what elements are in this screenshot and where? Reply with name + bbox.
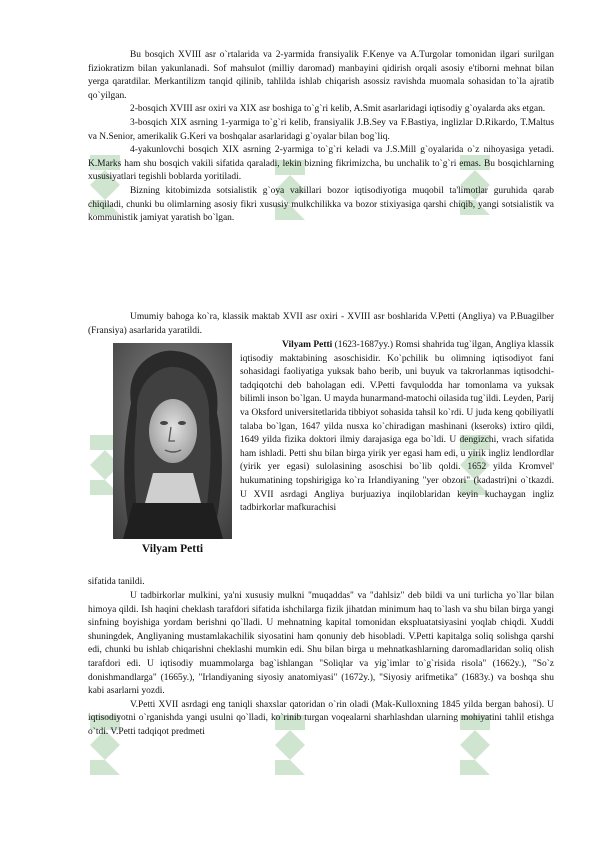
petti-biography	[240, 339, 554, 516]
intro-text-block	[88, 311, 554, 338]
top-text-block	[88, 49, 554, 226]
paragraph: Bu bosqich XVIII asr o`rtalarida va 2-yarmida fransiyalik F.Kenye va A.Turgolar tomonidan ilgari surilgan fiziokratizm bilan yakunlanadi. Sof mahsulot (milliy daromad) manbayini qidirish orqali asosiy e'tiborni mehnat bilan yerga qaratdilar. Merkantilizm tanqid qilinib, tahlilda ishlab chiqarish asossiz ravishda muomala sohasidan to`la ajratib qo`yilgan.	[88, 50, 554, 101]
portrait-caption: Vilyam Petti	[141, 543, 204, 555]
portrait-image	[113, 343, 232, 539]
paragraph: Bizning kitobimizda sotsialistik g`oya vakillari bozor iqtisodiyotiga muqobil ta'limotlar guruhida qarab chiqiladi, chunki bu olimlarning asosiy fikri xususiy mulkchilikka va bozor stixiyasiga qarshi chiqib, yangi sotsialistik va kommunistik jamiyat yaratish bo`lgan.	[88, 185, 554, 224]
paragraph: 3-bosqich XIX asrning 1-yarmiga to`g`ri kelib, fransiyalik J.B.Sey va F.Bastiya, inglizlar D.Rikardo, T.Maltus va N.Senior, amerikalik G.Keri va boshqalar asarlaridagi g`oyalar bilan bog`liq.	[88, 117, 554, 142]
paragraph: 4-yakunlovchi bosqich XIX asrning 2-yarmiga to`g`ri keladi va J.S.Mill g`oyalarida o`z nihoyasiga yetadi. K.Marks ham shu bosqich vakili sifatida qaraladi, lekin bizning fikrimizcha, bu unchalik to`g`ri emas. Bu bosqichlarning xususiyatlari tegishli boblarda yoritiladi.	[88, 145, 554, 183]
paragraph-text: sifatida tanildi.	[88, 577, 145, 587]
paragraph: U tadbirkorlar mulkini, ya'ni xususiy mulkni "muqaddas" va "dahlsiz" deb bildi va uni turlicha yo`llar bilan himoya qildi. Ish haqini cheklash tarafdori sifatida ishchilarga fizik jihatdan minimum haq to`lash va shu bilan birga yangi sinfning boyishiga yordam berishni qo`lladi. U mehnatning kapital tomonidan ekspluatatsiyasini yoqlab chiqdi. Xuddi shuningdek, Angliyaning mustamlakachilik siyosatini ham qonuniy deb hisobladi. V.Petti kapitalga soliq solishga qarshi edi, chunki bu ishlab chiqarishni cheklashi mumkin edi. Shu bilan birga u mehnatkashlarning daromadlaridan soliq olish tarafdori edi. U iqtisodiy muammolarga bag`ishlangan "Soliqlar va yig`imlar to`g`risida risola" (1662y.), "So`z donishmandlarga" (1665y.), "Irlandiyaning siyosiy anatomiyasi" (1672y.), "Siyosiy arifmetika" (1683y.) va boshqa shu kabi asarlarni yozdi.	[88, 591, 554, 697]
paragraph-text: (1623-1687yy.) Romsi shahrida tug`ilgan, Angliya klassik iqtisodiy maktabining asoschisidir. Ko`pchilik bu olimning iqtisodiyot fani sohasidagi faoliyatiga yuksak baho berib, uni buyuk va takrorlanmas iqtisodchi-tadqiqotchi deb baholagan edi. V.Petti favqulodda har tomonlama va yuksak bilimli inson bo`lgan. U mayda hunarmand-matochi oilasida tug`ildi. Leyden, Parij va Oksford universitetlarida tibbiyot sohasida tahsil ko`rdi. U juda keng qobiliyatli talaba bo`lgan, 1647 yilda nusxa ko`chiradigan mashinani (kseroks) ixtiro qildi, 1649 yilda fizika doktori ilmiy darajasiga ega bo`ldi. U dengizchi, vrach sifatida ham ishladi. Petti shu bilan birga yirik yer egasi ham edi, u yirik ingliz lendlordlar (yirik yer egasi) sulolasining asoschisi bo`lib qoldi. 1652 yilda Kromvel' hukumatining topshirigiga ko`ra Irlandiyaning "yer obzori" (kadastri)ni o`tkazdi. U XVII asrdagi Angliya burjuaziya inqiloblaridan keyin kuchaygan ingliz tadbirkorlar mafkurachisi	[240, 340, 555, 514]
bottom-text-block	[88, 590, 554, 740]
paragraph: Umumiy bahoga ko`ra, klassik maktab XVII asr oxiri - XVIII asr boshlarida V.Petti (Angliya) va P.Buagilber (Fransiya) asarlarida yaratildi.	[88, 312, 554, 336]
person-name: Vilyam Petti	[282, 340, 333, 350]
paragraph-continuation	[88, 576, 554, 590]
paragraph: V.Petti XVII asrdagi eng taniqli shaxslar qatoridan o`rin oladi (Mak-Kulloxning 1845 yilda bergan bahosi). U iqtisodiyotni o`rganishda yangi usulni qo`lladi, ko`rinib turgan voqealarni sharhlashdan ularning mohiyatini tahlil etishga o`tdi. V.Petti tadqiqot predmeti	[88, 699, 554, 737]
paragraph: 2-bosqich XVIII asr oxiri va XIX asr boshiga to`g`ri kelib, A.Smit asarlaridagi iqtisodiy g`oyalarda aks etgan.	[130, 104, 546, 115]
paragraph	[240, 339, 554, 516]
